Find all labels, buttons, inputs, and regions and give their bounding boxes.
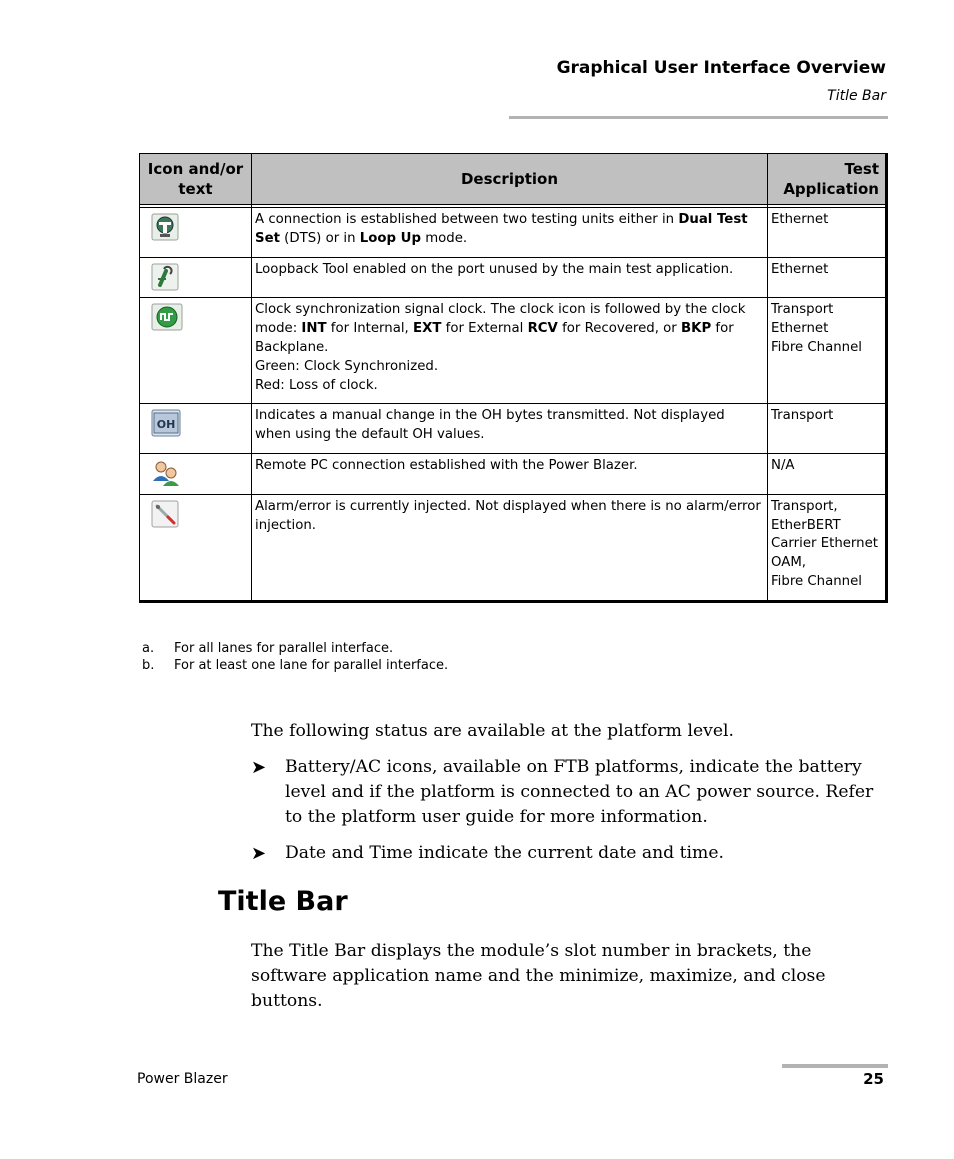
col-header-test-application: Test Application bbox=[768, 154, 887, 205]
test-application-cell bbox=[768, 257, 887, 298]
description-bold-text: INT bbox=[301, 321, 327, 337]
table-row bbox=[140, 208, 887, 258]
description-cell bbox=[252, 208, 768, 258]
footnote: a. For all lanes for parallel interface. bbox=[142, 641, 394, 656]
table-row bbox=[140, 453, 887, 494]
description-text: for External bbox=[441, 321, 528, 337]
description-text: Clock synchronization signal clock. The clock icon is followed by the clock mode: bbox=[255, 302, 746, 337]
icon-cell bbox=[140, 298, 252, 404]
icon-cell bbox=[140, 404, 252, 454]
section-heading: Title Bar bbox=[218, 886, 348, 917]
bullet-arrow-icon: ➤ bbox=[251, 757, 267, 778]
icon-cell bbox=[140, 453, 252, 494]
description-bold-text: EXT bbox=[413, 321, 442, 337]
test-application-name: Ethernet bbox=[771, 321, 829, 337]
bullet-item bbox=[251, 755, 883, 830]
loopback-tool-icon bbox=[151, 263, 179, 291]
col-header-description: Description bbox=[252, 154, 768, 205]
page-header-subtitle: Title Bar bbox=[827, 88, 886, 104]
page-header-title: Graphical User Interface Overview bbox=[556, 58, 886, 78]
description-cell bbox=[252, 257, 768, 298]
header-divider bbox=[509, 116, 888, 119]
description-text: for Backplane. bbox=[255, 321, 734, 355]
test-application-name: Fibre Channel bbox=[771, 573, 862, 589]
remote-pc-connection-icon bbox=[151, 459, 179, 487]
icon-cell bbox=[140, 257, 252, 298]
test-application-name: Carrier Ethernet OAM, bbox=[771, 536, 878, 571]
description-cell bbox=[252, 494, 768, 601]
page-number: 25 bbox=[863, 1070, 884, 1088]
test-application-cell bbox=[768, 494, 887, 601]
table-row bbox=[140, 298, 887, 404]
test-application-name: Transport, bbox=[771, 498, 838, 514]
dual-test-set-icon bbox=[151, 213, 179, 241]
description-text: Loopback Tool enabled on the port unused by the main test application. bbox=[255, 261, 734, 277]
test-application-name: Transport bbox=[771, 408, 834, 424]
description-cell bbox=[252, 404, 768, 454]
description-bold-text: Dual Test Set bbox=[255, 212, 748, 246]
bullet-text: Date and Time indicate the current date and time. bbox=[285, 843, 724, 863]
description-text: Red: Loss of clock. bbox=[255, 377, 378, 393]
status-icons-table bbox=[139, 153, 888, 603]
test-application-name: Ethernet bbox=[771, 212, 829, 227]
description-text: mode. bbox=[420, 230, 468, 246]
description-text: A connection is established between two testing units either in bbox=[255, 212, 679, 227]
col-header-icon: Icon and/or text bbox=[140, 154, 252, 205]
test-application-cell bbox=[768, 404, 887, 454]
description-text: for Internal, bbox=[326, 321, 414, 337]
table-row bbox=[140, 494, 887, 601]
description-text: Remote PC connection established with the Power Blazer. bbox=[255, 457, 638, 473]
oh-bytes-icon bbox=[151, 409, 179, 437]
test-application-name: Ethernet bbox=[771, 261, 829, 277]
test-application-name: Transport bbox=[771, 302, 834, 318]
footer-divider bbox=[782, 1064, 888, 1068]
description-cell bbox=[252, 453, 768, 494]
test-application-cell bbox=[768, 208, 887, 258]
icon-cell bbox=[140, 208, 252, 258]
description-text: Alarm/error is currently injected. Not displayed when there is no alarm/error injection. bbox=[255, 498, 761, 533]
description-text: (DTS) or in bbox=[279, 230, 360, 246]
description-text: for Recovered, or bbox=[557, 321, 681, 337]
svg-text:OH: OH bbox=[156, 418, 176, 432]
test-application-name: EtherBERT bbox=[771, 517, 841, 533]
description-bold-text: Loop Up bbox=[359, 230, 421, 246]
intro-paragraph: The following status are available at the platform level. bbox=[251, 721, 734, 741]
table-footnotes bbox=[142, 640, 448, 674]
bullet-arrow-icon: ➤ bbox=[251, 843, 267, 864]
test-application-cell bbox=[768, 298, 887, 404]
bullet-item bbox=[251, 841, 883, 866]
test-application-name: N/A bbox=[771, 457, 795, 473]
description-text: Green: Clock Synchronized. bbox=[255, 358, 439, 374]
description-bold-text: BKP bbox=[681, 321, 712, 337]
description-cell bbox=[252, 298, 768, 404]
section-paragraph: The Title Bar displays the module’s slot number in brackets, the software application name and the minimize, maximize, and close buttons. bbox=[251, 941, 826, 1011]
alarm-injection-icon bbox=[151, 500, 179, 528]
test-application-cell bbox=[768, 453, 887, 494]
table-row bbox=[140, 257, 887, 298]
bullet-text: Battery/AC icons, available on FTB platforms, indicate the battery level and if the platform is connected to an AC power source. Refer to the platform user guide for more information. bbox=[285, 757, 874, 827]
footnote: b. For at least one lane for parallel interface. bbox=[142, 658, 449, 673]
table-row bbox=[140, 404, 887, 454]
footer-product-name: Power Blazer bbox=[137, 1071, 228, 1087]
icon-cell bbox=[140, 494, 252, 601]
clock-sync-icon bbox=[151, 303, 179, 331]
test-application-name: Fibre Channel bbox=[771, 339, 862, 355]
description-text: Indicates a manual change in the OH bytes transmitted. Not displayed when using the default OH values. bbox=[255, 408, 725, 443]
description-bold-text: RCV bbox=[527, 321, 558, 337]
